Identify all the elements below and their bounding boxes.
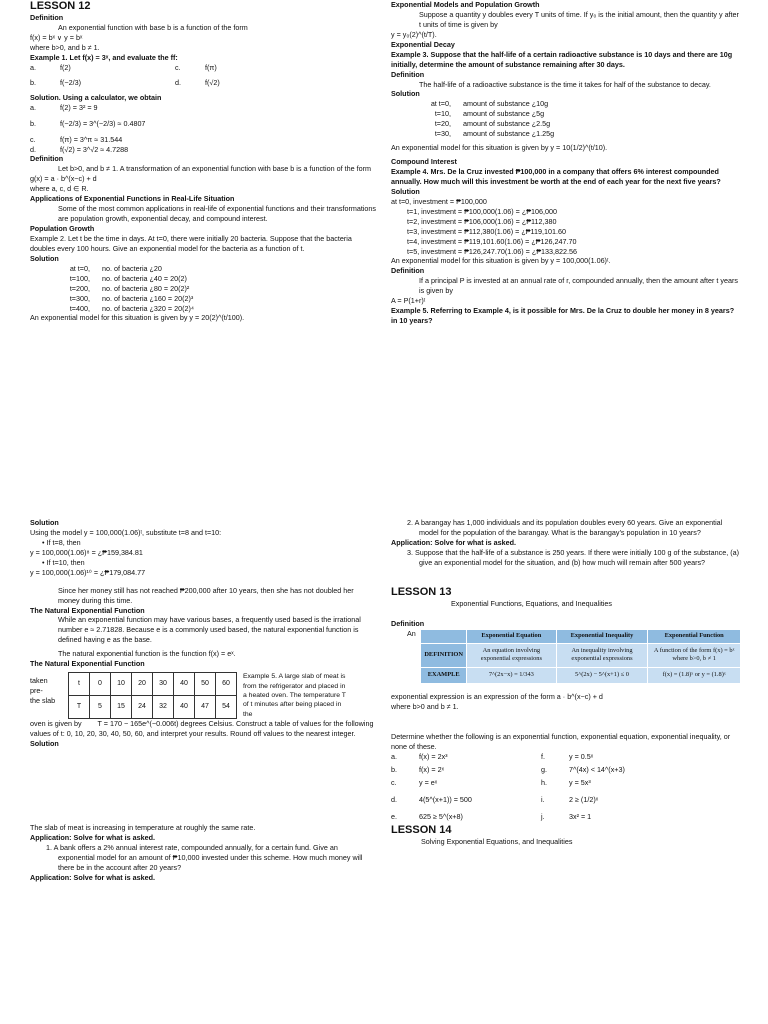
bacteria-count: no. of bacteria ¿20 [102, 263, 162, 273]
definition-text: An exponential function with base b is a function of the form [58, 23, 248, 33]
spacer [391, 609, 741, 619]
bacteria-row [30, 284, 376, 294]
table-header: Exponential Equation [467, 629, 557, 643]
bacteria-table [30, 264, 376, 314]
table-cell: An equation involving exponential expressions [467, 643, 557, 668]
table-header: Exponential Inequality [556, 629, 648, 643]
decay-row [391, 119, 741, 129]
item-label: e. [391, 811, 397, 821]
slab-conclusion: The slab of meat is increasing in temperature at roughly the same rate. [30, 822, 256, 832]
item-expr: f(−2/3) = 3^(−2/3) ≈ 0.4807 [60, 118, 146, 128]
word: pre- [30, 686, 43, 696]
definition-heading: Definition [30, 13, 64, 23]
item-label: b. [391, 764, 397, 774]
exercise-item [541, 765, 701, 775]
time-value: t=100, [69, 273, 90, 283]
natural-exponential-heading: The Natural Exponential Function [30, 605, 145, 615]
principal-definition: If a principal P is invested at an annual rate of r, compounded annually, then the amount after t years is given by [419, 276, 738, 296]
top-right-column [391, 0, 741, 326]
table-cell: 40 [174, 696, 195, 719]
exercise-item [541, 752, 701, 762]
item-expr: f(2) = 3² = 9 [60, 102, 98, 112]
application-item-1: 1. A bank offers a 2% annual interest rate, compounded annually, for a certain fund. Give an exponential model for an amount of ₱10,000 invested under this scheme. How much money will there be in the account after 20 years? [46, 842, 363, 872]
item-expr: f(π) [205, 62, 217, 72]
solution-label-2: Solution [30, 738, 59, 748]
definition-heading: Definition [391, 69, 425, 79]
item-expr: f(−2/3) [60, 77, 81, 87]
item-expr: f(√2) = 3^√2 ≈ 4.7288 [60, 144, 129, 154]
time-value: at t=0, [69, 263, 90, 273]
table-cell: 40 [174, 673, 195, 696]
page-top-half [0, 0, 768, 500]
exercise-item [391, 808, 541, 822]
exercise-item [541, 791, 701, 805]
solution-calculator: Solution. Using a calculator, we obtain [30, 92, 162, 102]
time-value: t=30, [434, 129, 451, 139]
models-text: Suppose a quantity y doubles every T units of time. If y₀ is the initial amount, then the quantity y after t units of time is given by [419, 9, 739, 29]
item-label: c. [391, 777, 397, 787]
application-heading: Application: Solve for what is asked. [30, 832, 156, 842]
item-label: f. [541, 751, 545, 761]
investment-row: t=5, investment = ₱126,247.70(1.06) = ¿₱133,822.56 [407, 246, 578, 256]
item-label: j. [541, 811, 545, 821]
word: the slab [30, 696, 56, 705]
oven-formula: T = 170 − 165e^(−0.006t) degrees Celsius. Construct a table of values for the following values of t: 0, 10, 20, 30, 40, 50, 60, and interpret your results. Round off values to the nearest integer. [30, 719, 374, 738]
table-row-head: DEFINITION [421, 643, 467, 668]
table-cell: 15 [111, 696, 132, 719]
table-header [421, 629, 467, 643]
lesson-14-title: LESSON 14 [391, 823, 452, 836]
table-cell: 7^(2x−x) = 1/343 [467, 668, 557, 684]
item-expr: f(2) [60, 62, 71, 72]
time-value: at t=0, [430, 99, 451, 109]
investment-row: t=4, investment = ₱119,101.60(1.06) = ¿₱126,247.70 [407, 236, 577, 246]
table-cell: 24 [132, 696, 153, 719]
exercise-item [391, 778, 541, 788]
definition-2-text: Let b>0, and b ≠ 1. A transformation of an exponential function with base b is a function of the form [58, 164, 372, 174]
table-cell: 60 [216, 673, 237, 696]
decay-row [391, 99, 741, 109]
bullet-condition: If t=10, then [46, 557, 85, 567]
spacer [391, 684, 741, 692]
bacteria-row [30, 294, 376, 304]
time-value: t=300, [69, 293, 90, 303]
item-label: d. [391, 794, 397, 804]
exponential-expression-where: where b>0 and b ≠ 1. [391, 702, 459, 711]
table-cell: 5^(2x) − 5^(x+1) ≤ 0 [556, 668, 648, 684]
temperature-table [68, 672, 237, 719]
table-row-t [69, 673, 237, 696]
table-cell: 32 [153, 696, 174, 719]
item-label: b. [30, 77, 36, 87]
bullet-equation: y = 100,000(1.06)¹⁰ = ¿₱179,084.77 [30, 567, 146, 577]
determine-instructions: Determine whether the following is an exponential function, exponential equation, exponential inequality, or none of these. [391, 731, 731, 751]
table-cell: 5 [90, 696, 111, 719]
application-item-2: 2. A barangay has 1,000 individuals and its population doubles every 60 years. Give an exponential model for the population of the barangay. What is the barangay’s population in 10 years? [407, 518, 723, 537]
solution-row [30, 135, 376, 145]
table-cell: 20 [132, 673, 153, 696]
applications-heading: Applications of Exponential Functions in Real-Life Situation [30, 194, 235, 204]
blank-space [30, 749, 376, 823]
oven-label: oven is given by [30, 719, 82, 728]
item-label: d. [30, 144, 36, 154]
decay-row [391, 129, 741, 139]
bacteria-count: no. of bacteria ¿160 = 20(2)³ [102, 293, 194, 303]
time-value: t=10, [434, 109, 451, 119]
table-row-definition [421, 643, 741, 668]
example-5: Example 5. Referring to Example 4, is it possible for Mrs. De la Cruz to double her money in 8 years? in 10 years? [391, 306, 735, 326]
an-label: An [407, 628, 416, 638]
table-cell: 50 [195, 673, 216, 696]
investment-list [391, 197, 741, 257]
example-3: Example 3. Suppose that the half-life of a certain radioactive substance is 10 days and there are 10g initially, determine the amount of substance remaining after 30 days. [391, 49, 733, 69]
spacer [391, 568, 741, 586]
bacteria-row [30, 304, 376, 314]
table-cell: 0 [90, 673, 111, 696]
item-expr: f(√2) [205, 77, 220, 87]
word: taken [30, 676, 48, 686]
definition-table [420, 629, 741, 684]
item-expr: y = eˣ [419, 777, 438, 787]
lesson-12-title: LESSON 12 [30, 0, 91, 12]
time-value: t=200, [69, 283, 90, 293]
investment-model: An exponential model for this situation is given by y = 100,000(1.06)ᵗ. [391, 256, 611, 266]
bacteria-count: no. of bacteria ¿320 = 20(2)⁴ [102, 303, 194, 313]
exponential-models-heading: Exponential Models and Population Growth [391, 0, 540, 9]
item-label: c. [30, 134, 36, 144]
solution-label-2: Solution [391, 186, 420, 196]
item-expr: y = 0.5ˣ [569, 751, 594, 761]
definition-heading: Definition [391, 618, 425, 628]
compound-interest-heading: Compound Interest [391, 157, 457, 167]
item-label: c. [175, 62, 181, 72]
exercise-item [391, 791, 541, 805]
bacteria-count: no. of bacteria ¿40 = 20(2) [102, 273, 187, 283]
item-label: a. [391, 751, 397, 761]
spacer [30, 578, 376, 586]
item-label: h. [541, 777, 547, 787]
bullet-equation: y = 100,000(1.06)⁸ = ¿₱159,384.81 [30, 547, 143, 557]
exercise-list [391, 752, 741, 822]
population-growth-heading: Population Growth [30, 224, 95, 233]
application-item-3: 3. Suppose that the half-life of a substance is 250 years. If there were initially 100 g of the substance, (a) give an exponential model for the situation, and (b) how much will remain after 500 years? [407, 547, 740, 567]
lesson-13-title: LESSON 13 [391, 585, 452, 598]
table-row-example [421, 668, 741, 684]
investment-row: t=3, investment = ₱112,380(1.06) = ¿₱119,101.60 [407, 226, 566, 236]
item-expr: y = 5x³ [569, 777, 591, 787]
natural-exponential-definition: The natural exponential function is the function f(x) = eˣ. [58, 649, 236, 659]
time-value: t=20, [434, 119, 451, 129]
models-formula: y = y₀(2)^(t/T). [391, 29, 437, 39]
definition-2-formula: g(x) = a · b^(x−c) + d [30, 174, 97, 184]
table-cell: t [69, 673, 90, 696]
bacteria-row [30, 274, 376, 284]
example-2: Example 2. Let t be the time in days. At t=0, there were initially 20 bacteria. Suppose that the bacteria doubles every 100 hours. Give an exponential model for the bacteria as a function of t. [30, 233, 352, 253]
spacer [391, 712, 741, 732]
bottom-left-column [30, 518, 376, 882]
exponential-decay-heading: Exponential Decay [391, 39, 455, 49]
definition-heading-2: Definition [30, 154, 64, 164]
table-cell: A function of the form f(x) = bˣ where b>0, b ≠ 1 [648, 643, 741, 668]
table-header-row [421, 629, 741, 643]
bacteria-count: no. of bacteria ¿80 = 20(2)² [102, 283, 190, 293]
model-substitution: Using the model y = 100,000(1.06)ᵗ, substitute t=8 and t=10: [30, 527, 222, 537]
top-left-column [30, 0, 376, 323]
solution-row [30, 103, 376, 113]
amount-value: amount of substance ¿5g [463, 109, 545, 119]
table-row-T [69, 696, 237, 719]
table-cell: 10 [111, 673, 132, 696]
decay-table [391, 99, 741, 139]
taken-words [30, 672, 68, 719]
slab-example-text: Example 5. A large slab of meat is from the refrigerator and placed in a heated oven. The temperature T of t minutes after being placed in the [243, 673, 346, 718]
table-cell: f(x) = (1.8)ˣ or y = (1.8)ˣ [648, 668, 741, 684]
exercise-item [391, 752, 541, 762]
page-bottom-half [0, 518, 768, 1024]
investment-row: t=2, investment = ₱106,000(1.06) = ¿₱112,380 [407, 216, 557, 226]
time-value: t=400, [69, 303, 90, 313]
solution-row [30, 119, 376, 129]
investment-row: at t=0, investment = ₱100,000 [391, 196, 487, 206]
exercise-item [391, 765, 541, 775]
slab-example-block [30, 672, 376, 719]
example-4: Example 4. Mrs. De la Cruz invested ₱100,000 in a company that offers 6% interest compounded annually. How much will this investment be worth at the end of each year for the next five years? [391, 167, 721, 186]
definition-2-where: where a, c, d ∈ R. [30, 184, 89, 194]
item-label: i. [541, 794, 545, 804]
item-expr: 2 ≥ (1/2)ˣ [569, 794, 599, 804]
item-expr: f(x) = 2x³ [419, 751, 448, 761]
item-label: g. [541, 764, 547, 774]
amount-value: amount of substance ¿10g [463, 99, 549, 109]
exercise-item [541, 778, 701, 788]
example-1-row [30, 78, 376, 88]
table-cell: An inequality involving exponential expressions [556, 643, 648, 668]
definition-formula: f(x) = bˣ ∨ y = bˣ [30, 33, 83, 43]
investment-row: t=1, investment = ₱100,000(1.06) = ¿₱106,000 [407, 206, 558, 216]
bacteria-row [30, 264, 376, 274]
item-label: a. [30, 62, 36, 72]
item-expr: 7^(4x) < 14^(x+3) [569, 764, 625, 774]
natural-exponential-heading-2: The Natural Exponential Function [30, 659, 145, 669]
bullet-item: • If t=10, then [42, 557, 85, 567]
item-expr: f(x) = 2ˣ [419, 764, 444, 774]
amount-value: amount of substance ¿1.25g [463, 129, 555, 139]
lesson-14-subtitle: Solving Exponential Equations, and Inequalities [421, 836, 573, 846]
item-label: d. [175, 77, 181, 87]
item-label: b. [30, 118, 36, 128]
example-1: Example 1. Let f(x) = 3ˣ, and evaluate the ff: [30, 52, 178, 62]
item-label: a. [30, 102, 36, 112]
definition-where: where b>0, and b ≠ 1. [30, 43, 100, 52]
application-heading-2: Application: Solve for what is asked. [30, 872, 156, 882]
lesson-13-subtitle: Exponential Functions, Equations, and Inequalities [451, 598, 613, 608]
exercise-item [541, 808, 701, 822]
table-cell: T [69, 696, 90, 719]
applications-text: Some of the most common applications in real-life of exponential functions and their transformations are population growth, exponential decay, and compound interest. [58, 204, 377, 224]
bullet-condition: If t=8, then [46, 537, 81, 547]
table-header: Exponential Function [648, 629, 741, 643]
decay-model: An exponential model for this situation is given by y = 10(1/2)^(t/10). [391, 143, 608, 153]
exponential-expression-text: exponential expression is an expression of the form a · b^(x−c) + d [391, 692, 603, 702]
application-heading: Application: Solve for what is asked. [391, 537, 517, 547]
table-cell: 54 [216, 696, 237, 719]
item-expr: f(π) = 3^π ≈ 31.544 [60, 134, 123, 144]
natural-exponential-text: While an exponential function may have various bases, a frequently used based is the irrational number e ≈ 2.71828. Because e is a commonly used based, the natural exponential function is defined having e as the base. [58, 615, 361, 645]
bottom-right-column [391, 518, 741, 847]
solution-label: Solution [391, 89, 420, 99]
table-cell: 30 [153, 673, 174, 696]
amount-value: amount of substance ¿2.5g [463, 119, 551, 129]
item-expr: 625 ≥ 5^(x+8) [419, 811, 463, 821]
table-row-head: EXAMPLE [421, 668, 467, 684]
definition-table-block [391, 629, 741, 684]
table-cell: 47 [195, 696, 216, 719]
decay-row [391, 109, 741, 119]
bacteria-model: An exponential model for this situation is given by y = 20(2)^(t/100). [30, 313, 245, 323]
solution-label: Solution [30, 253, 59, 263]
half-life-text: The half-life of a radioactive substance is the time it takes for half of the substance to decay. [419, 79, 711, 89]
bullet-item: • If t=8, then [42, 537, 81, 547]
conclusion-text: Since her money still has not reached ₱200,000 after 10 years, then she has not doubled her money during this time. [58, 585, 354, 605]
example-1-row [30, 63, 376, 73]
oven-text [30, 719, 376, 739]
item-expr: 4(5^(x+1)) = 500 [419, 794, 472, 804]
definition-heading-3: Definition [391, 266, 425, 276]
item-expr: 3x² = 1 [569, 811, 592, 821]
principal-formula: A = P(1+r)ᵗ [391, 296, 426, 306]
solution-row [30, 145, 376, 155]
solution-label: Solution [30, 518, 59, 527]
